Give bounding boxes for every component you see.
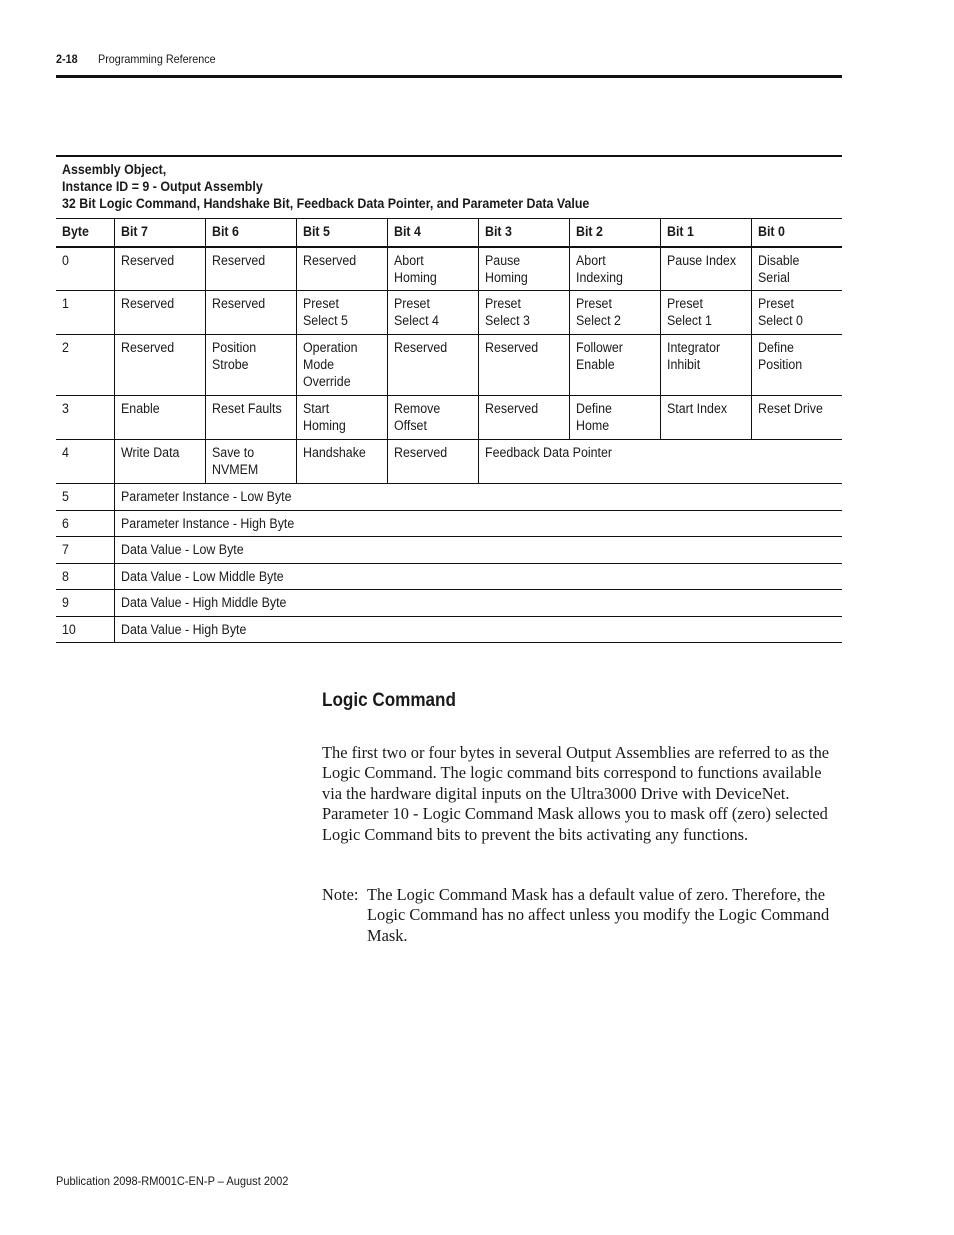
caption-line: Instance ID = 9 - Output Assembly — [62, 179, 263, 194]
column-header: Bit 6 — [205, 219, 296, 247]
table-cell: Preset Select 5 — [296, 291, 387, 335]
table-cell: Define Position — [751, 335, 842, 396]
table-row — [56, 440, 842, 484]
table-cell-span: Data Value - High Byte — [114, 616, 842, 643]
table-row — [56, 335, 842, 396]
table-cell: Reserved — [296, 247, 387, 291]
table-cell: 7 — [56, 537, 114, 564]
table-cell: Write Data — [114, 440, 205, 484]
table-cell-span: Parameter Instance - Low Byte — [114, 484, 842, 511]
body-paragraph — [322, 743, 842, 845]
table-cell-span: Data Value - High Middle Byte — [114, 590, 842, 617]
table-row — [56, 510, 842, 537]
table-cell: 10 — [56, 616, 114, 643]
column-header: Byte — [56, 219, 114, 247]
table-cell: Abort Homing — [387, 247, 478, 291]
table-row — [56, 396, 842, 440]
table-cell: Reset Faults — [205, 396, 296, 440]
column-header: Bit 7 — [114, 219, 205, 247]
table-cell: 5 — [56, 484, 114, 511]
table-cell: Reset Drive — [751, 396, 842, 440]
table-row — [56, 563, 842, 590]
table-cell: Disable Serial — [751, 247, 842, 291]
section-title: Programming Reference — [98, 52, 216, 66]
table-cell: 0 — [56, 247, 114, 291]
table-cell: 2 — [56, 335, 114, 396]
note-text: The Logic Command Mask has a default value of zero. Therefore, the Logic Command has no affect unless you modify the Logic Command Mask. — [367, 885, 830, 945]
table-row — [56, 537, 842, 564]
table-row — [56, 291, 842, 335]
column-header: Bit 3 — [478, 219, 569, 247]
table-row — [56, 616, 842, 643]
table-cell: Define Home — [569, 396, 660, 440]
table-cell-span: Parameter Instance - High Byte — [114, 510, 842, 537]
table-cell: Preset Select 0 — [751, 291, 842, 335]
table-cell: 8 — [56, 563, 114, 590]
table-cell: Reserved — [478, 396, 569, 440]
table-cell: Preset Select 1 — [660, 291, 751, 335]
table-cell-span: Feedback Data Pointer — [478, 440, 842, 484]
table-cell: Pause Homing — [478, 247, 569, 291]
table-cell: 9 — [56, 590, 114, 617]
table-cell: Reserved — [114, 291, 205, 335]
table-row — [56, 247, 842, 291]
page-header — [56, 52, 842, 78]
page-number: 2-18 — [56, 52, 78, 66]
table-cell: 6 — [56, 510, 114, 537]
table-cell: Start Homing — [296, 396, 387, 440]
table-cell: Reserved — [478, 335, 569, 396]
table-cell: Save to NVMEM — [205, 440, 296, 484]
page-footer: Publication 2098-RM001C-EN-P – August 2002 — [56, 1174, 289, 1188]
column-header: Bit 4 — [387, 219, 478, 247]
assembly-table — [56, 218, 842, 643]
table-cell-span: Data Value - Low Byte — [114, 537, 842, 564]
table-caption — [56, 155, 842, 218]
column-header: Bit 5 — [296, 219, 387, 247]
table-cell: Integrator Inhibit — [660, 335, 751, 396]
note-label: Note: — [322, 885, 359, 904]
table-cell: 3 — [56, 396, 114, 440]
table-cell: Abort Indexing — [569, 247, 660, 291]
section-heading: Logic Command — [322, 690, 456, 711]
table-row — [56, 484, 842, 511]
table-cell: Preset Select 4 — [387, 291, 478, 335]
table-cell: Enable — [114, 396, 205, 440]
table-cell: Start Index — [660, 396, 751, 440]
table-cell: Pause Index — [660, 247, 751, 291]
column-header: Bit 1 — [660, 219, 751, 247]
table-cell: Preset Select 3 — [478, 291, 569, 335]
table-cell: Preset Select 2 — [569, 291, 660, 335]
note-block — [322, 885, 842, 946]
caption-line: 32 Bit Logic Command, Handshake Bit, Feedback Data Pointer, and Parameter Data Value — [62, 196, 590, 211]
table-row — [56, 590, 842, 617]
column-header: Bit 0 — [751, 219, 842, 247]
table-header-row — [56, 219, 842, 247]
table-cell: Reserved — [387, 335, 478, 396]
assembly-table-container — [56, 155, 842, 643]
caption-line: Assembly Object, — [62, 162, 167, 177]
column-header: Bit 2 — [569, 219, 660, 247]
table-cell: Position Strobe — [205, 335, 296, 396]
table-cell: Reserved — [205, 291, 296, 335]
table-cell: 4 — [56, 440, 114, 484]
table-cell: Handshake — [296, 440, 387, 484]
table-cell: Reserved — [205, 247, 296, 291]
table-cell: Follower Enable — [569, 335, 660, 396]
table-cell: Reserved — [114, 247, 205, 291]
paragraph-text: The first two or four bytes in several Output Assemblies are referred to as the Logic Command. The logic command bits correspond to functions available via the hardware digital inputs on the Ultra3000 Drive with DeviceNet. Parameter 10 - Logic Command Mask allows you to mask off (zero) selected Logic Command bits to prevent the bits activating any functions. — [322, 743, 830, 844]
table-cell: Remove Offset — [387, 396, 478, 440]
table-cell: Reserved — [114, 335, 205, 396]
table-cell-span: Data Value - Low Middle Byte — [114, 563, 842, 590]
table-cell: Operation Mode Override — [296, 335, 387, 396]
table-cell: Reserved — [387, 440, 478, 484]
table-cell: 1 — [56, 291, 114, 335]
